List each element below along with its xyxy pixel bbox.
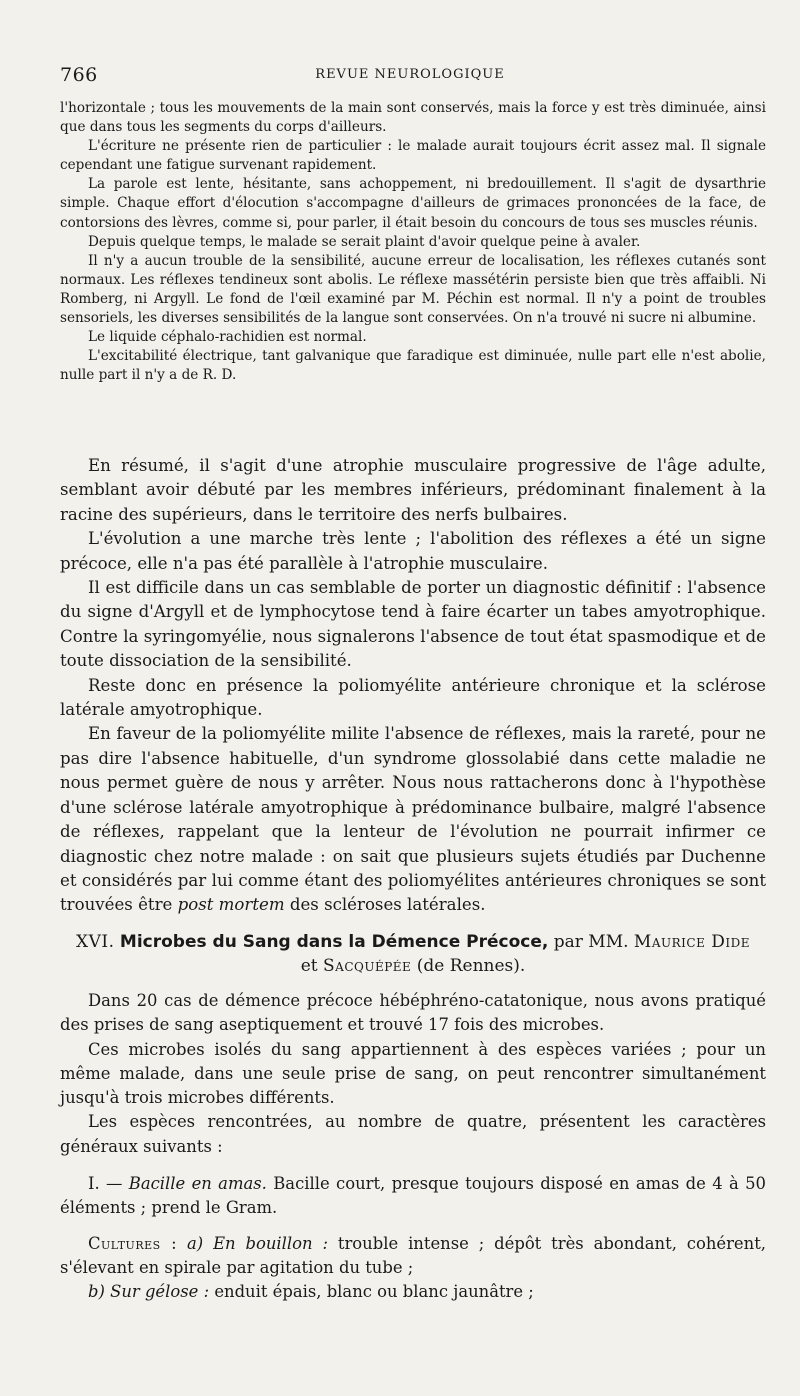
species-label: I. — (88, 1174, 123, 1194)
paragraph: L'écriture ne présente rien de particulier : le malade aurait toujours écrit assez mal. Il signale cependant une fatigue survenant rapidement. (60, 138, 766, 174)
culture-medium: En bouillon : (213, 1233, 328, 1253)
paragraph: Dans 20 cas de démence précoce hébéphréno-catatonique, nous avons pratiqué des prises de sang aseptiquement et trouvé 17 fois des microbes. (60, 991, 766, 1035)
author-location: (de Rennes). (416, 956, 526, 976)
authors-prefix: par MM. (553, 932, 629, 952)
culture-text: enduit épais, blanc ou blanc jaunâtre ; (214, 1282, 534, 1302)
italic-phrase: post mortem (177, 895, 285, 915)
paragraph-text: En faveur de la poliomyélite milite l'absence de réflexes, mais la rareté, pour ne pas dire l'absence habituelle, d'un syndrome glossolabié dans cette maladie ne nous permet guère de nous y arrêter. Nous nous rattacherons donc à l'hypothèse d'une sclérose latérale amyotrophique à prédominance bulbaire, malgré l'absence de réflexes, rappelant que la lenteur de l'évolution ne pourrait infirmer ce diagnostic chez notre malade : on sait que plusieurs sujets étudiés par Duchenne et considérés par lui comme étant des poliomyélites antérieures chroniques se sont trouvées être (60, 724, 766, 915)
paragraph: Reste donc en présence la poliomyélite antérieure chronique et la sclérose latérale amyotrophique. (60, 675, 766, 720)
paragraph: Il est difficile dans un cas semblable de porter un diagnostic définitif : l'absence du signe d'Argyll et de lymphocytose tend à faire écarter un tabes amyotrophique. Contre la syringomyélie, nous signalerons l'absence de tout état spasmodique et de toute dissociation de la sensibilité. (60, 578, 766, 671)
author-name: Maurice Dide (633, 932, 750, 952)
species-name: Bacille en amas. (128, 1174, 267, 1194)
paragraph: l'horizontale ; tous les mouvements de la main sont conservés, mais la force y est très diminuée, ainsi que dans tous les segments du corps d'ailleurs. (60, 100, 766, 136)
paragraph: Depuis quelque temps, le malade se serait plaint d'avoir quelque peine à avaler. (88, 233, 641, 250)
paragraph: Les espèces rencontrées, au nombre de quatre, présentent les caractères généraux suivants : (60, 1112, 766, 1156)
culture-label: a) (187, 1233, 204, 1253)
page-number: 766 (60, 64, 98, 86)
conjunction: et (300, 956, 318, 976)
section-number: XVI. (76, 932, 115, 952)
page-header (60, 64, 760, 88)
section-heading (60, 930, 766, 978)
culture-text: trouble intense ; dépôt très abondant, cohérent, s'élevant en spirale par agitation du tube ; (60, 1233, 766, 1277)
section-title: Microbes du Sang dans la Démence Précoce, (119, 932, 549, 952)
species-paragraph (60, 1172, 766, 1221)
case-notes-small-text (60, 99, 766, 385)
cultures-paragraph (60, 1232, 766, 1281)
paragraph: La parole est lente, hésitante, sans achoppement, ni bredouillement. Il s'agit de dysarthrie simple. Chaque effort d'élocution s'accompagne d'ailleurs de grimaces prononcées de la face, de contorsions des lèvres, comme si, pour parler, il était besoin du concours de tous ses muscles réunis. (60, 176, 766, 231)
cultures-label: Cultures : (88, 1233, 178, 1253)
section-body (60, 989, 766, 1305)
cultures-paragraph (60, 1280, 766, 1304)
running-title: REVUE NEUROLOGIQUE (315, 67, 505, 82)
paragraph: Le liquide céphalo-rachidien est normal. (88, 329, 367, 346)
paragraph (60, 722, 766, 917)
paragraph: Ces microbes isolés du sang appartiennent à des espèces variées ; pour un même malade, dans une seule prise de sang, on peut rencontrer simultanément jusqu'à trois microbes différents. (60, 1039, 766, 1108)
summary-text (60, 454, 766, 918)
paragraph: L'excitabilité électrique, tant galvanique que faradique est diminuée, nulle part elle n'est abolie, nulle part il n'y a de R. D. (60, 348, 766, 384)
species-description: Bacille court, presque toujours disposé en amas de 4 à 50 éléments ; prend le Gram. (60, 1174, 766, 1218)
author-name: Sacquépée (323, 956, 412, 976)
paragraph: L'évolution a une marche très lente ; l'abolition des réflexes a été un signe précoce, elle n'a pas été parallèle à l'atrophie musculaire. (60, 529, 766, 573)
paragraph: Il n'y a aucun trouble de la sensibilité, aucune erreur de localisation, les réflexes cutanés sont normaux. Les réflexes tendineux sont abolis. Le réflexe massétérin persiste bien que très affaibli. Ni Romberg, ni Argyll. Le fond de l'œil examiné par M. Péchin est normal. Il n'y a point de troubles sensoriels, les diverses sensibilités de la langue sont conservées. On n'a trouvé ni sucre ni albumine. (60, 252, 766, 327)
culture-medium: Sur gélose : (110, 1282, 210, 1302)
paragraph-text: des scléroses latérales. (284, 895, 486, 915)
culture-label: b) (88, 1282, 105, 1302)
paragraph: En résumé, il s'agit d'une atrophie musculaire progressive de l'âge adulte, semblant avoir débuté par les membres inférieurs, prédominant finalement à la racine des supérieurs, dans le territoire des nerfs bulbaires. (60, 456, 766, 524)
